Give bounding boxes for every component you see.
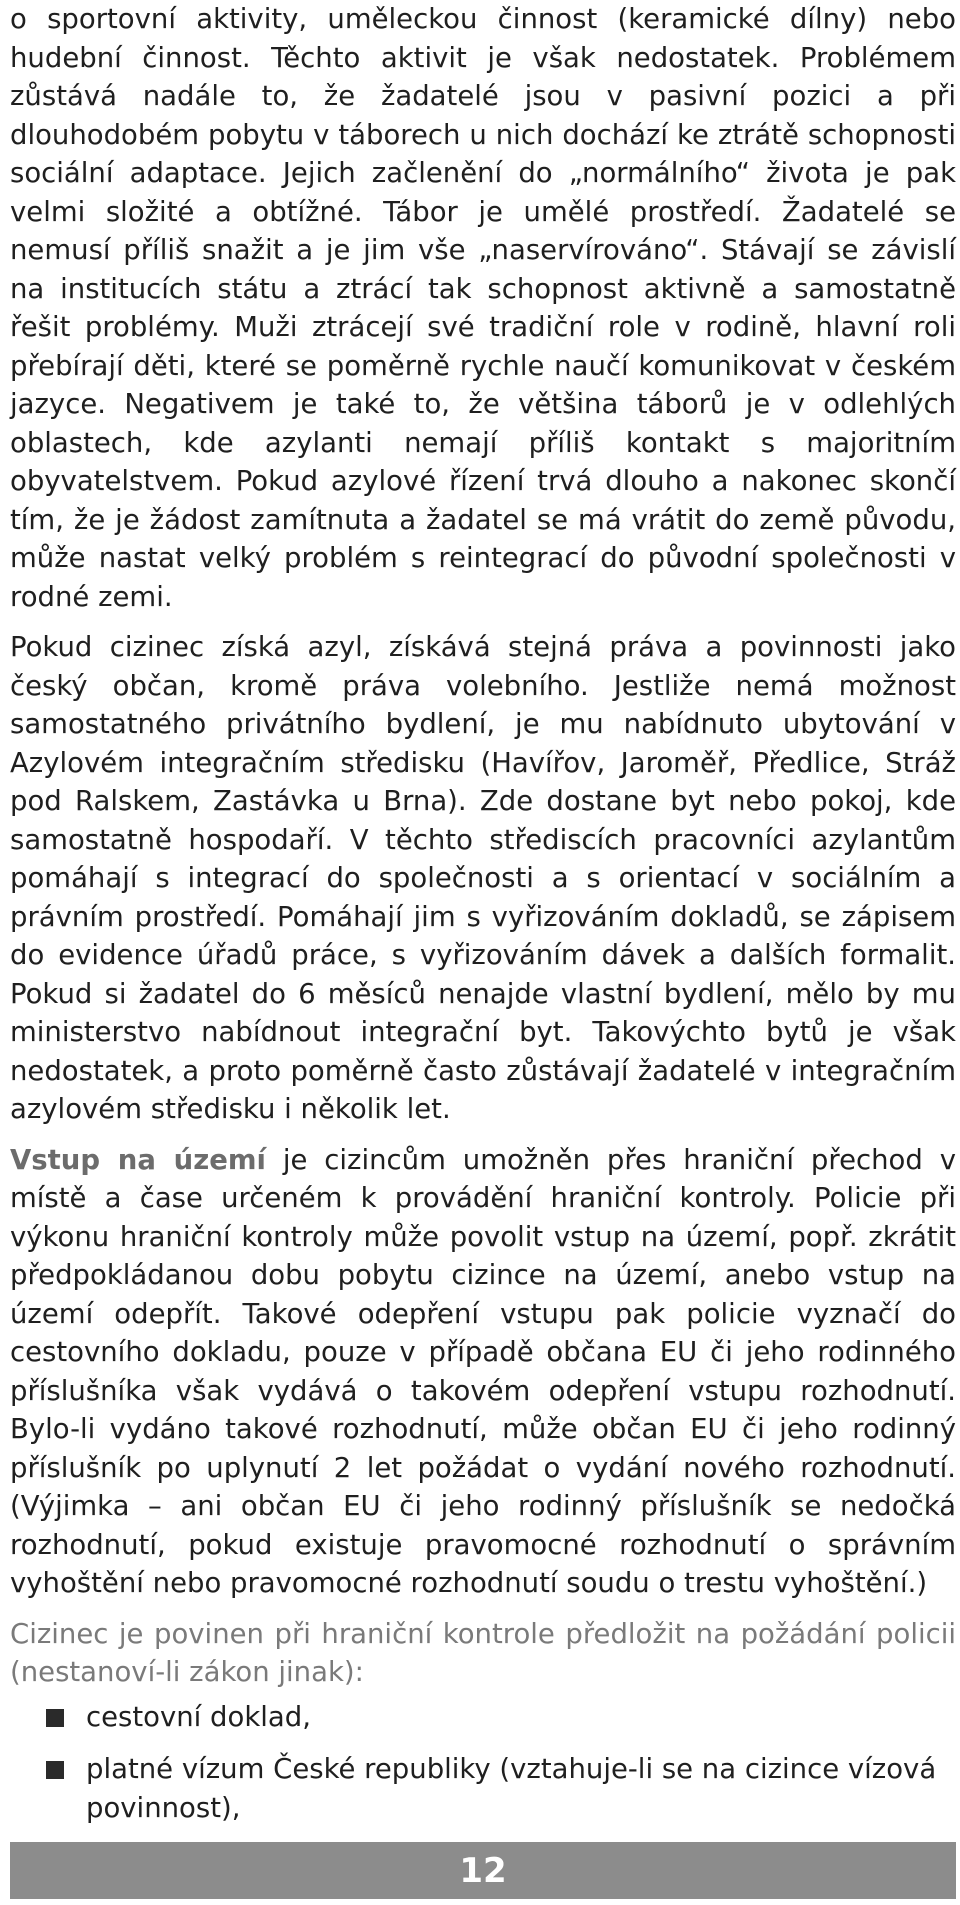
paragraph-entry bbox=[10, 1141, 956, 1603]
list-item bbox=[10, 1750, 956, 1827]
page-number: 12 bbox=[459, 1850, 507, 1891]
paragraph-camp-life: o sportovní aktivity, uměleckou činnost (keramické dílny) nebo hudební činnost. Těchto aktivit je však nedostatek. Problémem zůstává nadále to, že žadatelé jsou v pasivní pozici a při dlouhodobém pobytu v táborech u nich dochází ke ztrátě schopnosti sociální adaptace. Jejich začlenění do „normálního“ života je pak velmi složité a obtížné. Tábor je umělé prostředí. Žadatelé se nemusí příliš snažit a je jim vše „naservírováno“. Stávají se závislí na institucích státu a ztrácí tak schopnost aktivně a samostatně řešit problémy. Muži ztrácejí své tradiční role v rodině, hlavní roli přebírají děti, které se poměrně rychle naučí komunikovat v českém jazyce. Negativem je také to, že většina táborů je v odlehlých oblastech, kde azylanti nemají příliš kontakt s majoritním obyvatelstvem. Pokud azylové řízení trvá dlouho a nakonec skončí tím, že je žádost zamítnuta a žadatel se má vrátit do země původu, může nastat velký problém s reintegrací do původní společnosti v rodné zemi. bbox=[10, 3, 956, 613]
list-item-text: platné vízum České republiky (vztahuje-li se na cizince vízová povinnost), bbox=[86, 1753, 937, 1824]
square-bullet-icon bbox=[46, 1761, 64, 1779]
paragraph-entry-body: je cizincům umožněn přes hraniční přechod v místě a čase určeném k provádění hraniční kontroly. Policie při výkonu hraniční kontroly může povolit vstup na území, popř. zkrátit předpokládanou dobu pobytu cizince na území, anebo vstup na území odepřít. Takové odepření vstupu pak policie vyznačí do cestovního dokladu, pouze v případě občana EU či jeho rodinného příslušníka však vydává o takovém odepření vstupu rozhodnutí. Bylo-li vydáno takové rozhodnutí, může občan EU či jeho rodinný příslušník po uplynutí 2 let požádat o vydání nového rozhodnutí. (Výjimka – ani občan EU či jeho rodinný příslušník se nedočká rozhodnutí, pokud existuje pravomocné rozhodnutí o správním vyhoštění nebo pravomocné rozhodnutí soudu o trestu vyhoštění.) bbox=[10, 1143, 956, 1599]
term-entry-highlight: Vstup na území bbox=[10, 1143, 266, 1176]
required-documents-list bbox=[10, 1698, 956, 1828]
list-item-text: cestovní doklad, bbox=[86, 1700, 311, 1733]
document-page bbox=[10, 0, 956, 1841]
paragraph-border-control-intro: Cizinec je povinen při hraniční kontrole předložit na požádání policii (nestanoví-li zákon jinak): bbox=[10, 1617, 956, 1688]
paragraph-asylum-granted: Pokud cizinec získá azyl, získává stejná práva a povinnosti jako český občan, kromě práva volebního. Jestliže nemá možnost samostatného privátního bydlení, je mu nabídnuto ubytování v Azylovém integračním středisku (Havířov, Jaroměř, Předlice, Stráž pod Ralskem, Zastávka u Brna). Zde dostane byt nebo pokoj, kde samostatně hospodaří. V těchto střediscích pracovníci azylantům pomáhají s integrací do společnosti a s orientací v sociálním a právním prostředí. Pomáhají jim s vyřizováním dokladů, se zápisem do evidence úřadů práce, s vyřizováním dávek a dalších formalit. Pokud si žadatel do 6 měsíců nenajde vlastní bydlení, mělo by mu ministerstvo nabídnout integrační byt. Takovýchto bytů je však nedostatek, a proto poměrně často zůstávají žadatelé v integračním azylovém středisku i několik let. bbox=[10, 631, 956, 1125]
footer-bar bbox=[10, 1842, 956, 1899]
square-bullet-icon bbox=[46, 1709, 64, 1727]
list-item bbox=[10, 1698, 956, 1737]
